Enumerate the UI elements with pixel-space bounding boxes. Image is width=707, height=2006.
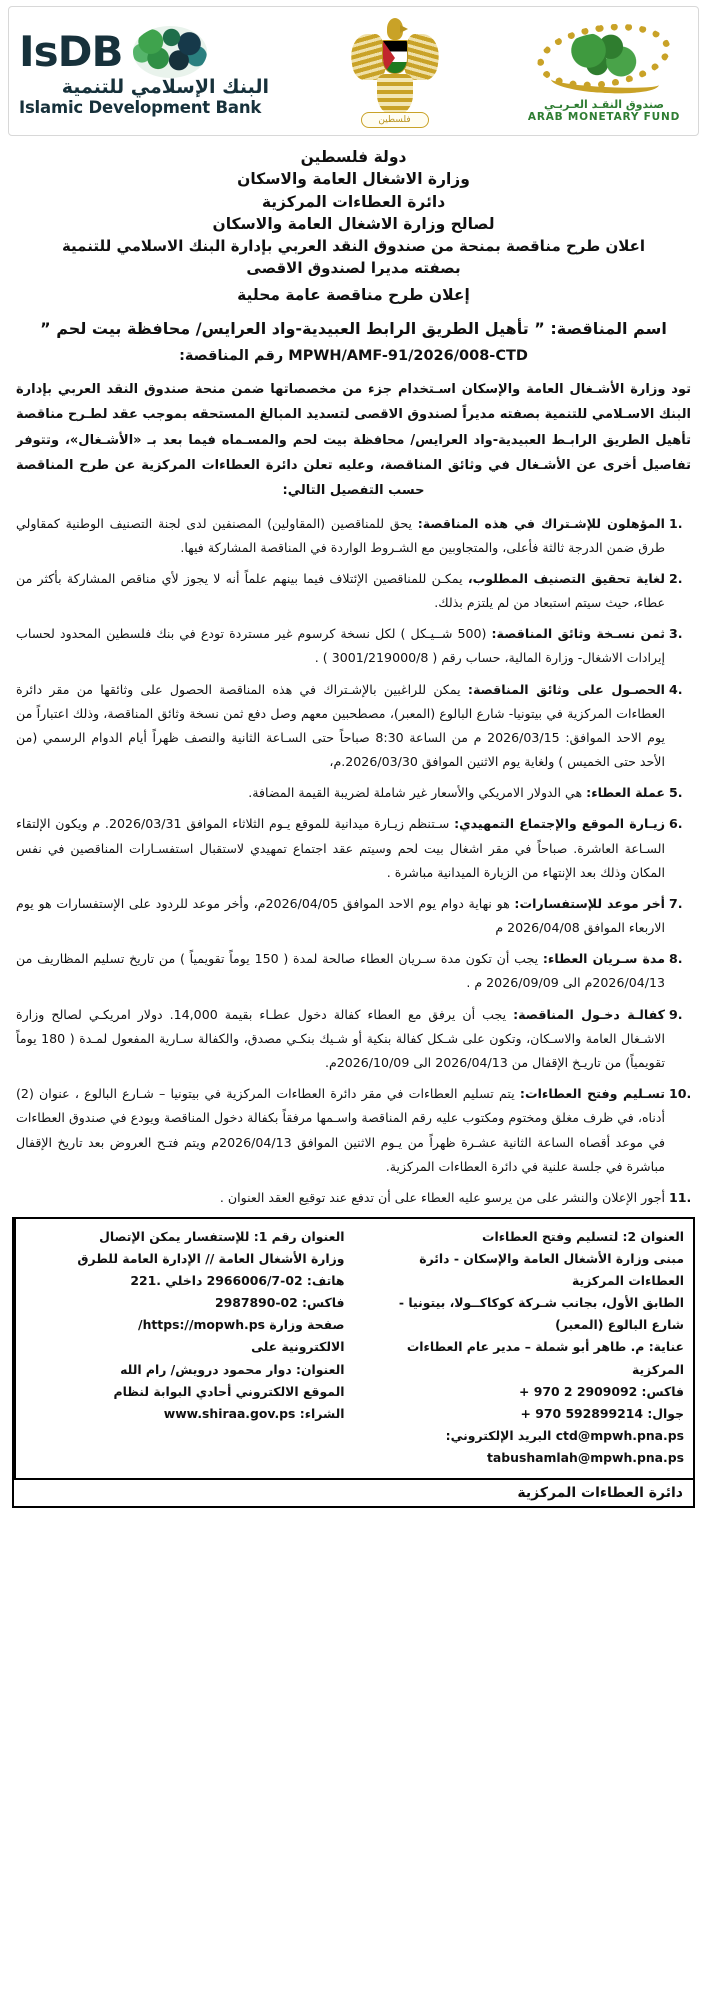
address2-email-label: البريد الإلكتروني: [445, 1427, 552, 1443]
address1-website-line2: الالكترونية على [251, 1339, 345, 1355]
clause-item [16, 812, 665, 885]
arab-monetary-fund-icon [529, 19, 679, 97]
clause-body: أجور الإعلان والنشر على من يرسو عليه العطاء على أن تدفع عند توقيع العقد العنوان . [219, 1189, 665, 1205]
heading-line-department: دائرة العطاءات المركزية [261, 192, 446, 211]
clause-title: أخر موعد للإستفسارات: [514, 895, 665, 911]
isdb-logo [19, 26, 269, 117]
clause-body: سـتنظم زيـارة ميدانية للموقع يـوم الثلاثاء الموافق 2026/03/31. م ويكون الإلتقاء السـاعة العاشرة. صباحاً في مقر اشغال بيت لحم وسيتم عقد اجتماع تمهيدي لاستقبال استفسـارات المناقصين في نفس المكان وذلك بعد الإنتهاء من الزيارة الميدانية مباشرة . [16, 816, 665, 880]
address2-email-2-row [363, 1447, 685, 1469]
heading-line-ministry: وزارة الاشغال العامة والاسكان [237, 170, 470, 189]
contact-cell-inquiry-address [14, 1219, 354, 1478]
isdb-arabic-label: البنك الإسلامي للتنمية [61, 75, 269, 98]
address2-email-row [363, 1425, 685, 1447]
clause-body: (500 شــيـكل ) لكل نسخة كرسوم غير مستردة تودع في بنك فلسطين المحدود لحساب إيرادات الاشغال- وزارة المالية، حساب رقم ( 3001/219000/8 ) . [16, 626, 665, 666]
clause-item [16, 678, 665, 775]
address1-portal-line2[interactable]: الشراء: www.shiraa.gov.ps [163, 1405, 345, 1421]
address1-header: العنوان رقم 1: للإستفسار يمكن الإتصال [99, 1229, 345, 1245]
emblem-scroll-text: فلسطين [361, 112, 429, 128]
arab-monetary-fund-logo [520, 19, 688, 123]
heading-line-grant: اعلان طرح مناقصة بمنحة من صندوق النقد العربي بإدارة البنك الاسلامي للتنمية [61, 236, 646, 255]
clause-body: يحق للمناقصين (المقاولين) المصنفين لدى لجنة التصنيف الوطنية كمقاولي طرق ضمن الدرجة ثالثة فأعلى، والمتجاوبين مع الشـروط الواردة في المناقصة المشاركة فيها. [16, 515, 665, 555]
address2-email-1[interactable]: ctd@mpwh.pna.ps [555, 1427, 684, 1443]
clause-item [16, 512, 665, 560]
palestine-eagle-emblem-icon [347, 12, 443, 130]
clause-title: زيـارة الموقع والإجتماع التمهيدي: [454, 816, 665, 832]
document-heading [26, 146, 681, 307]
clause-item [16, 567, 665, 615]
address1-address: العنوان: دوار محمود درويش/ رام الله [120, 1361, 345, 1377]
clause-title: تسـليم وفتح العطاءات: [519, 1086, 665, 1102]
intro-paragraph: تود وزارة الأشـغال العامة والإسكان اسـتخدام جزء من مخصصاتها ضمن منحة صندوق النقد العربي بإدارة البنك الاسـلامي للتنمية بصفته مديراً لصندوق الاقصى لتسديد المبالغ المستحقه بموجب عقد لطـرح مناقصة تأهيل الطريق الرابـط العبيدية-واد العرايس/ محافظة بيت لحم والمسـماه فيما بعد بـ «الأشـغال»، وتتوفر تفاصيل أخرى عن الأشـغال في وثائق المناقصة، وعليه تعلن دائرة العطاءات المركزية عن طرح المناقصة حسب التفصيل التالي: [16, 381, 691, 499]
clause-item [16, 1082, 665, 1179]
heading-line-state: دولة فلسطين [300, 148, 407, 166]
tender-number-row [0, 348, 707, 364]
address2-fax: فاكس: 2909092 2 970 + [519, 1383, 684, 1399]
tender-announcement-page [0, 6, 707, 2006]
address1-portal-line1: الموقع الالكتروني أحادي البوابة لنظام [113, 1383, 345, 1399]
clause-item [16, 947, 665, 995]
amf-english-label: ARAB MONETARY FUND [527, 111, 681, 123]
clause-item [16, 1003, 665, 1076]
heading-line-announcement: إعلان طرح مناقصة عامة محلية [237, 286, 470, 305]
address2-mobile: جوال: 592899214 970 + [520, 1405, 684, 1421]
tender-number-value: MPWH/AMF-91/2026/008-CTD [288, 347, 528, 364]
clause-title: كفالـة دخـول المناقصة: [513, 1006, 666, 1022]
clause-list [16, 512, 691, 1210]
address1-website-line1[interactable]: صفحة وزارة https://mopwh.ps/ [138, 1317, 345, 1333]
clause-body: هي الدولار الامريكي والأسعار غير شاملة لضريبة القيمة المضافة. [248, 785, 587, 801]
address2-line2: الطابق الأول، بجانب شـركة كوكاكــولا، بيتونيا - شارع البالوع (المعبر) [398, 1295, 684, 1333]
heading-line-beneficiary: لصالح وزارة الاشغال العامة والاسكان [212, 215, 495, 234]
address1-phone: هاتف: 02-2966006/7 داخلي .221 [130, 1273, 345, 1289]
address2-attention: عناية: م. طاهر أبو شملة – مدير عام العطاءات المركزية [406, 1339, 684, 1377]
address2-email-2[interactable]: tabushamlah@mpwh.pna.ps [486, 1449, 684, 1465]
contact-cell-submission-address [354, 1219, 694, 1478]
address2-line1: مبنى وزارة الأشغال العامة والإسكان - دائرة العطاءات المركزية [419, 1251, 684, 1289]
contact-table [12, 1217, 695, 1480]
clause-title: مدة سـريان العطاء: [542, 951, 665, 967]
clause-body: يجب أن يرفق مع العطاء كفالة دخول عطـاء بقيمة 14,000. دولار امريكـي لصالح وزارة الاشـغال العامة والاسـكان، وتكون على شـكل كفالة بنكية أو شـيك بنكـي مصدق، والكفالة سـارية المفعول لمـدة ( 180 يوماً تقويمياً) من تاريـخ الإقفال من 2026/04/13 الى 2026/10/09م. [16, 1006, 665, 1070]
clause-title: المؤهلون للإشـتراك في هذه المناقصة: [417, 515, 666, 531]
clause-body: هو نهاية دوام يوم الاحد الموافق 2026/04/05م، وأخر موعد للردود على الإستفسارات هو يوم الاربعاء الموافق 2026/04/08 م [16, 895, 665, 936]
footer-department-name: دائرة العطاءات المركزية [12, 1480, 695, 1508]
address1-organization: وزارة الأشغال العامة // الإدارة العامة للطرق [77, 1251, 345, 1267]
clause-item [16, 781, 665, 805]
clause-title: الحصـول على وثائق المناقصة: [467, 681, 665, 697]
clause-body: يجب أن تكون مدة سـريان العطاء صالحة لمدة ( 150 يوماً تقويمياً ) من تاريخ تسليم المظاريف من 2026/04/13م الى 2026/09/09 م . [16, 951, 665, 991]
clause-title: عملة العطاء: [586, 785, 665, 801]
clause-title: ثمن نسـخة وثائق المناقصة: [491, 626, 666, 642]
tender-number-label: رقم المناقصة: [179, 347, 284, 364]
logo-header-band [8, 6, 699, 136]
clause-body: يمكـن للمناقصين الإئتلاف فيما بينهم علماً أنه لا يجوز لأي مناقص المشاركة بأكثر من عطاء، حيث سيتم استبعاد من لم يلتزم بذلك. [16, 570, 665, 611]
clause-item [16, 892, 665, 940]
amf-arabic-label: صندوق النقـد العـربـي [544, 98, 664, 111]
clause-body: يتم تسليم العطاءات في مقر دائرة العطاءات المركزية في بيتونيا – شـارع البالوع ، عنوان (2) أدناه، في ظرف مغلق ومختوم ومكتوب عليه رقم المناقصة واسـمها مرفقاً بكفالة دخول المناقصة ويودع في صندوق العطاءات في موعد أقصاه الساعة الثانية عشـرة ظهراً من يـوم الاثنين الموافق 2026/04/13م ويتم فتـح العروض بعد تاريخ الإقفال مباشرة في جلسة علنية في دائرة العطاءات المركزية. [16, 1086, 666, 1174]
clause-item [16, 622, 665, 670]
isdb-english-label: Islamic Development Bank [19, 97, 262, 117]
clause-body: يمكن للراغبين بالإشـتراك في هذه المناقصة الحصول على وثائقها من مقر دائرة العطاءات المركزية في بيتونيا- شارع البالوع (المعبر)، مصطحبين معهم وصل دفع ثمن نسخة وثائق المناقصة، وذلك اعتباراً من يوم الاحد الموافق: 2026/03/15 م من الساعة 8:30 صباحاً حتى السـاعة الثانية والنصف ظهراً أيام الدوام الرسمي (من الأحد حتى الخميس ) ولغاية يوم الاثنين الموافق 2026/03/30.م، [16, 681, 665, 770]
clause-title: لغاية تحقيق التصنيف المطلوب، [467, 570, 665, 586]
tender-name-label: اسم المناقصة: [550, 318, 667, 338]
tender-name-row [14, 319, 693, 338]
tender-name-value: ” تأهيل الطريق الرابط العبيدية-واد العرايس/ محافظة بيت لحم ” [40, 318, 545, 338]
address1-fax: فاكس: 02-2987890 [214, 1295, 345, 1311]
isdb-globe-icon [133, 26, 207, 78]
address2-header: العنوان 2: لتسليم وفتح العطاءات [482, 1229, 684, 1245]
isdb-wordmark: IsDB [19, 26, 123, 76]
heading-line-fund-manager: بصفته مديرا لصندوق الاقصى [246, 258, 461, 277]
clause-item [16, 1186, 665, 1210]
